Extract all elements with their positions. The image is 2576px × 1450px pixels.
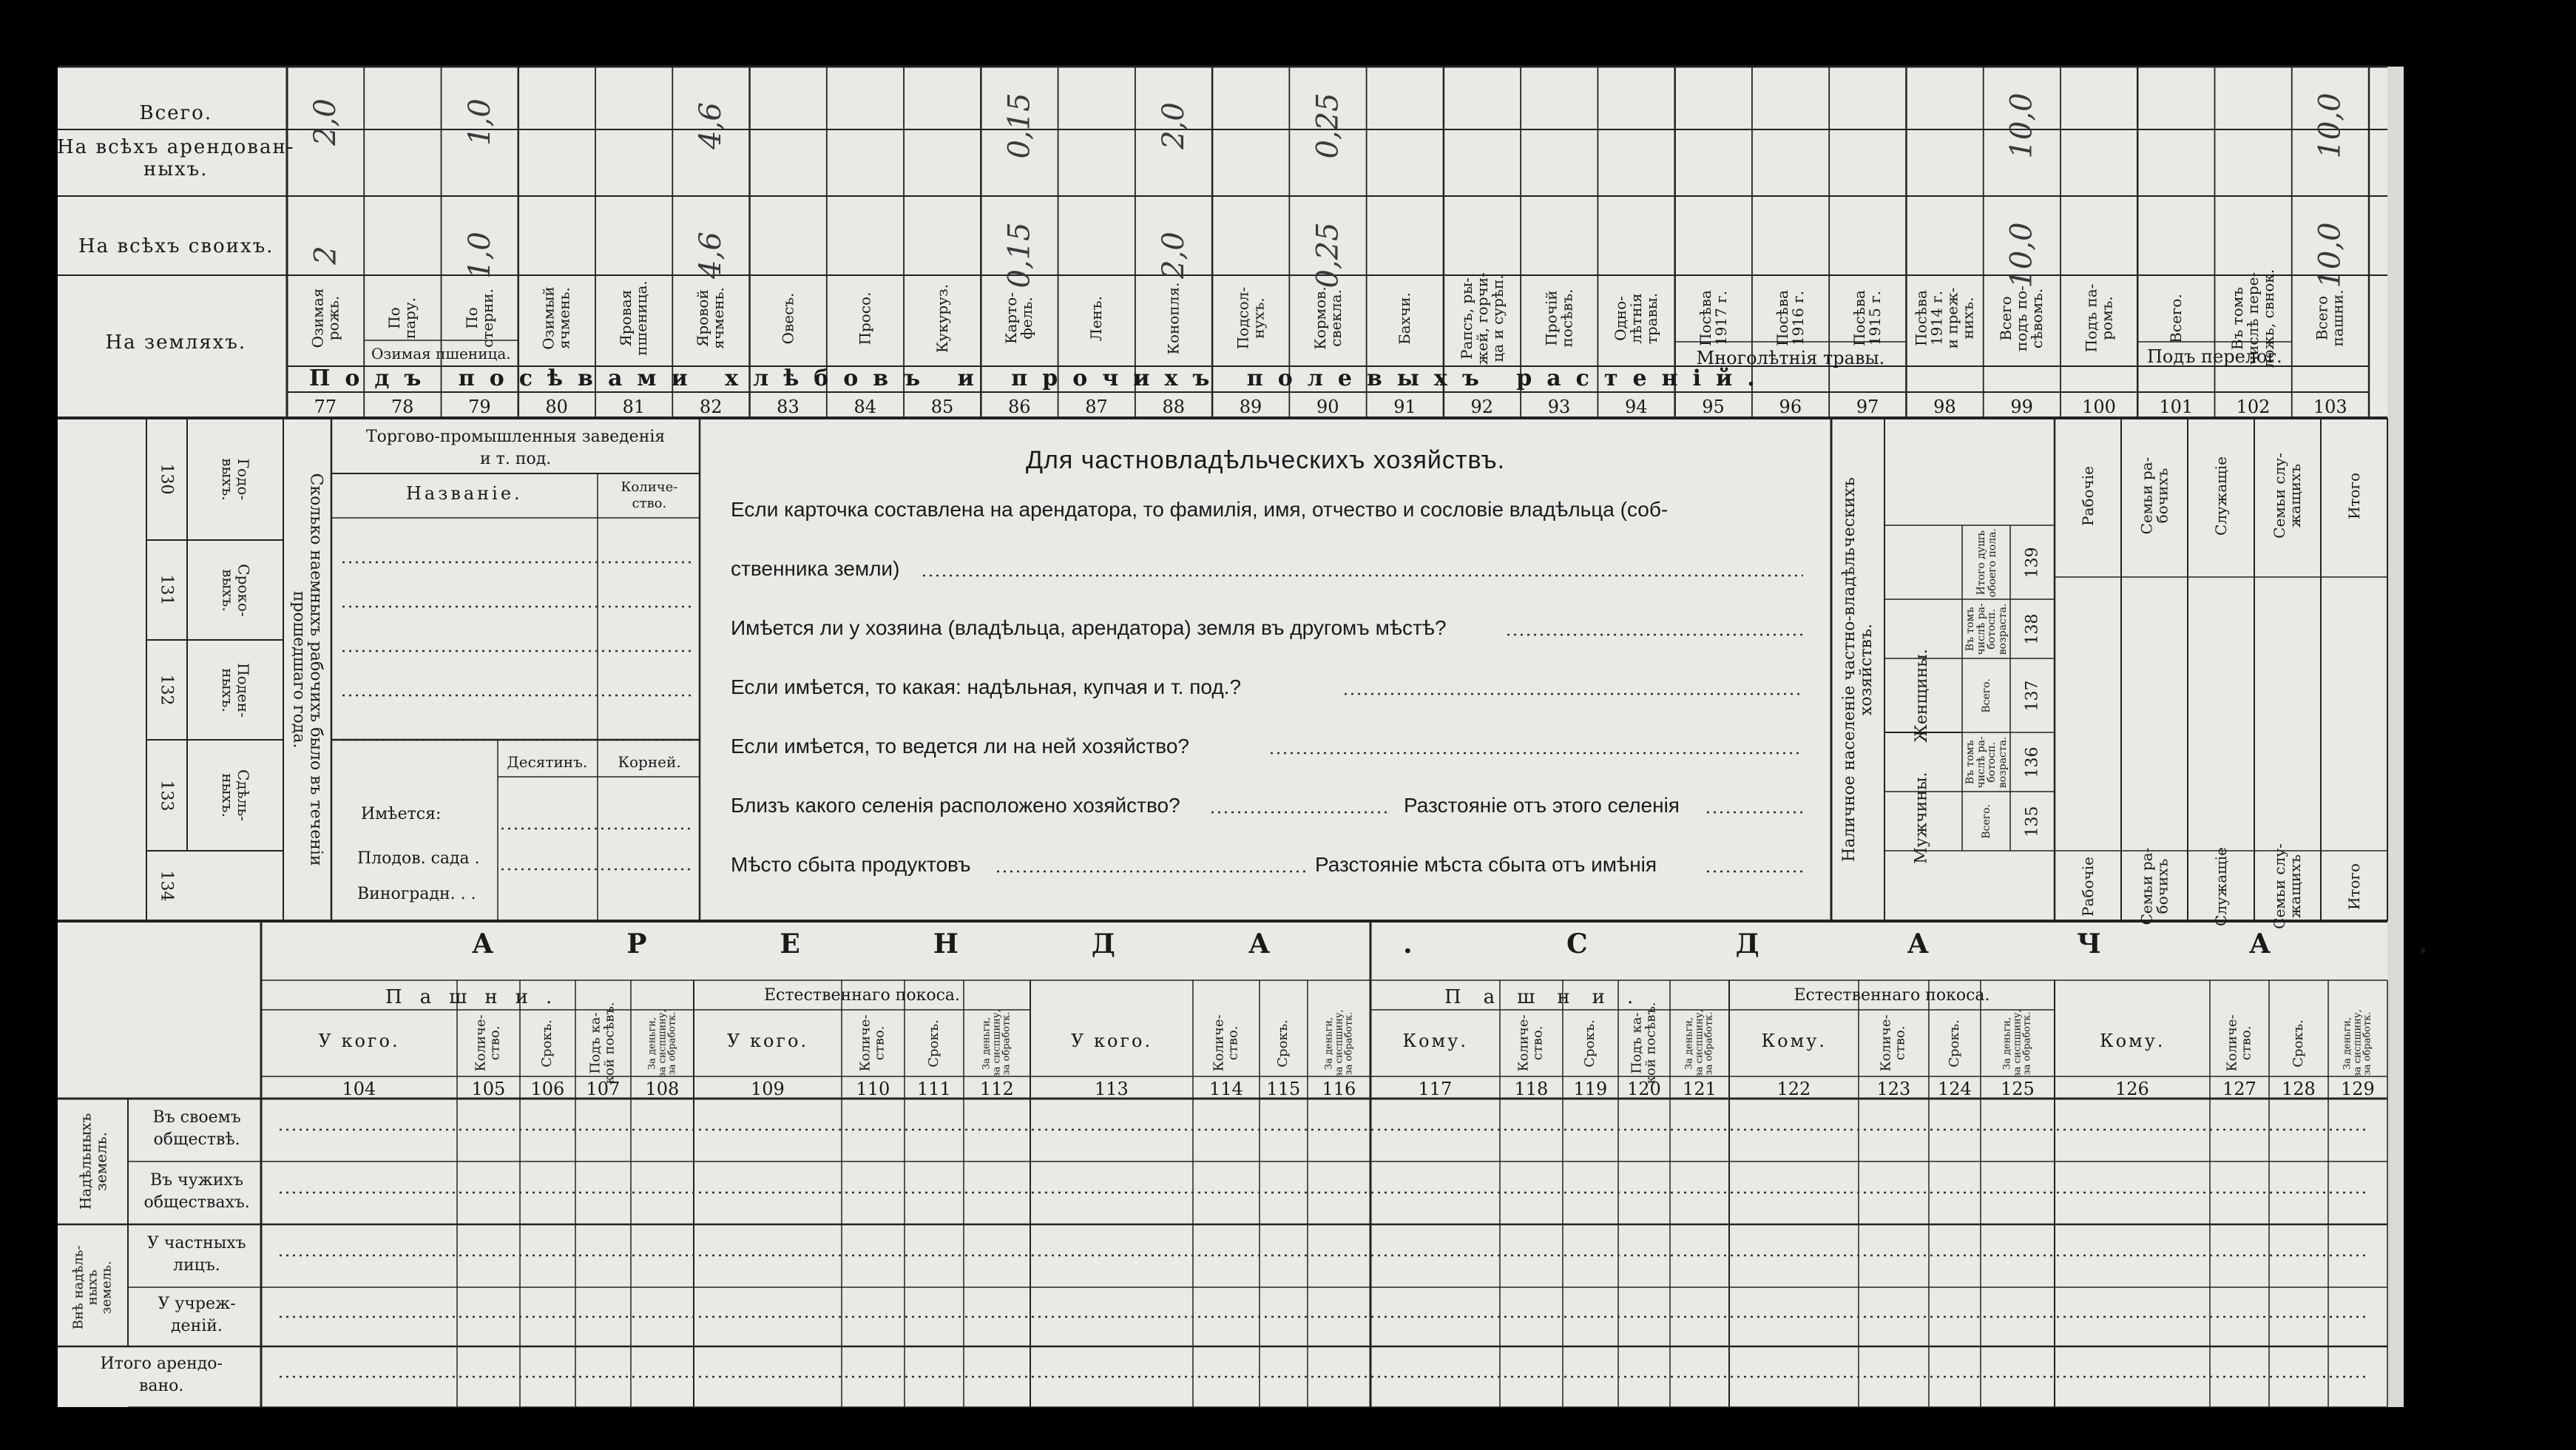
sdacha-number-123: 123 <box>1876 1079 1911 1099</box>
sdacha-qty-header: Количе- ство. <box>1515 1014 1546 1072</box>
vne-nadel-group-label: Внѣ надѣль- ныхъ земель. <box>70 1244 115 1329</box>
crop-number-102: 102 <box>2236 397 2271 417</box>
pop-label-135: Всего. <box>1980 803 1992 839</box>
population-title: Наличное населеніе частно-владѣльческихъ хозяйствъ. <box>1839 477 1876 862</box>
worker-label-132: Поден- ныхъ. <box>218 662 252 718</box>
sdacha-number-127: 127 <box>2222 1079 2256 1099</box>
crop-header-77: Озимая рожь. <box>308 288 342 348</box>
sdacha-komu-header: Кому. <box>1402 1031 1468 1051</box>
handwritten-value: 1,0 <box>462 232 497 279</box>
workers-title: Сколько наемныхъ рабочихъ было въ теченіи прошедшаго года. <box>289 473 325 866</box>
crop-number-103: 103 <box>2313 397 2347 417</box>
korney-header: Корней. <box>618 753 681 771</box>
trade-title: Торгово-промышленныя заведенія <box>366 428 666 446</box>
crop-number-88: 88 <box>1162 397 1186 417</box>
arenda-number-104: 104 <box>342 1079 376 1099</box>
sdacha-number-122: 122 <box>1777 1079 1811 1099</box>
sdacha-srok-header: Срокъ. <box>1946 1019 1962 1068</box>
staff-header-2: Служащіе <box>2211 456 2230 536</box>
worker-number-130: 130 <box>157 463 176 495</box>
crop-header-98: Посѣва 1914 г. и преж- нихъ. <box>1912 287 1977 349</box>
crop-header-83: Овесъ. <box>779 292 797 344</box>
arenda-title: АРЕНДА. <box>472 928 1546 960</box>
sdacha-number-117: 117 <box>1418 1079 1453 1099</box>
vinograd-label: Виноградн. . . <box>357 885 476 903</box>
arenda-number-114: 114 <box>1209 1079 1243 1099</box>
arenda-za_dengi-header: За деньги, за сиспшину, за обработк. <box>646 1008 678 1077</box>
sdacha-qty-header: Количе- ство. <box>1878 1014 1908 1072</box>
bottom-row-label-3: деній. <box>171 1317 223 1335</box>
worker-label-131: Сроко- выхъ. <box>219 563 253 617</box>
sdacha-number-125: 125 <box>2001 1079 2035 1099</box>
crop-header-100: Подъ па- ромъ. <box>2082 283 2116 353</box>
desyatin-header: Десятинъ. <box>507 753 588 771</box>
trade-title: и т. под. <box>480 450 552 468</box>
sdacha-title: СДАЧА. <box>1566 928 2576 960</box>
crop-header-88: Конопля. <box>1164 282 1183 354</box>
crop-header-103: Всего пашни. <box>2313 289 2347 347</box>
crop-number-80: 80 <box>545 397 568 417</box>
pop-number-136: 136 <box>2023 746 2042 778</box>
arenda-za_dengi-header: За деньги, за сиспшину, за обработк. <box>981 1008 1013 1077</box>
crop-number-78: 78 <box>391 397 414 417</box>
crop-band-title: Подъ посѣвами хлѣбовъ и прочихъ полевыхъ растеній. <box>309 365 1770 391</box>
sdacha-za_dengi-header: За деньги, за сиспшину, за обработк. <box>1683 1008 1715 1077</box>
crop-number-97: 97 <box>1856 397 1879 417</box>
staff-header-0: Рабочіе <box>2078 465 2097 526</box>
arenda-za_dengi-header: За деньги, за сиспшину, за обработк. <box>1323 1008 1355 1077</box>
nadel-group-label: Надѣльныхъ земель. <box>75 1113 109 1210</box>
bottom-row-label-0: Въ своемъ <box>152 1107 241 1127</box>
crop-header-97: Посѣва 1915 г. <box>1850 290 1884 346</box>
question-market-distance: Разстояніе мѣста сбыта отъ имѣнія <box>1315 853 1657 876</box>
crop-header-81: Яровая пшеница. <box>616 280 650 356</box>
crop-header-78: По пару. <box>385 297 419 340</box>
row-label-1: ныхъ. <box>143 158 209 181</box>
arenda-qty-header: Количе- ство. <box>857 1014 888 1072</box>
arenda-pod_kakoy-header: Подъ ка- кой посѣвъ. <box>587 1002 618 1085</box>
crop-number-81: 81 <box>622 397 646 417</box>
sdacha-pokos: Естественнаго покоса. <box>1794 986 1990 1005</box>
staff-footer-1: Семьи ра- бочихъ <box>2137 847 2171 925</box>
question-other-land: Имѣется ли у хозяина (владѣльца, арендатора) земля въ другомъ мѣстѣ? <box>731 616 1447 639</box>
arenda-number-107: 107 <box>586 1079 621 1099</box>
crop-number-99: 99 <box>2010 397 2033 417</box>
crop-number-95: 95 <box>1702 397 1725 417</box>
crop-number-93: 93 <box>1547 397 1571 417</box>
crop-number-86: 86 <box>1007 397 1031 417</box>
sdacha-number-118: 118 <box>1514 1079 1549 1099</box>
trade-qty-header: Количе- <box>621 479 678 495</box>
row-label-0: Всего. <box>139 102 213 124</box>
crop-number-101: 101 <box>2159 397 2194 417</box>
handwritten-value: 0,15 <box>1002 92 1037 159</box>
crop-number-96: 96 <box>1779 397 1802 417</box>
crop-header-82: Яровой ячмень. <box>694 287 728 349</box>
crop-number-83: 83 <box>777 397 799 417</box>
mnogoletnie-label: Многолѣтнія травы. <box>1696 348 1885 368</box>
crop-header-92: Рапсъ, ры- жей, горчи- ца и сурѣп. <box>1457 272 1507 365</box>
arenda-number-109: 109 <box>751 1079 785 1099</box>
crop-number-77: 77 <box>314 397 337 417</box>
question-village: Близъ какого селенія расположено хозяйство? <box>731 794 1180 817</box>
arenda-srok-header: Срокъ. <box>925 1019 942 1068</box>
crop-header-94: Одно- лѣтнія травы. <box>1612 292 1661 344</box>
crop-header-99: Всего подъ по- сѣвомъ. <box>1997 285 2046 351</box>
crop-number-92: 92 <box>1470 397 1494 417</box>
arenda-pokos: Естественнаго покоса. <box>764 986 961 1005</box>
question-owner-cont: ственника земли) <box>731 557 900 580</box>
bottom-row-label-3: У учреж- <box>158 1295 236 1313</box>
row-label-1: На всѣхъ арендован- <box>57 136 295 158</box>
bottom-row-label-2: У частныхъ <box>147 1233 246 1252</box>
sdacha-za_dengi-header: За деньги, за сиспшину, за обработк. <box>2001 1008 2033 1077</box>
handwritten-value: 2,0 <box>1156 102 1191 149</box>
handwritten-value: 0,15 <box>1002 222 1037 289</box>
sdacha-pod_kakoy-header: Подъ ка- кой посѣвъ. <box>1629 1002 1658 1085</box>
staff-footer-2: Служащіе <box>2211 846 2230 926</box>
question-owner: Если карточка составлена на арендатора, то фамилія, имя, отчество и сословіе владѣльца (соб- <box>731 498 1669 521</box>
sdacha-za_dengi-header: За деньги, за сиспшину, за обработк. <box>2342 1008 2373 1077</box>
sdacha-number-129: 129 <box>2341 1079 2375 1099</box>
worker-number-133: 133 <box>157 780 176 812</box>
trade-name-header: Названіе. <box>406 483 523 504</box>
pop-label-137: Всего. <box>1980 678 1992 713</box>
sdacha-pashni: Пашни. <box>1444 986 1656 1008</box>
row-label-2: На всѣхъ своихъ. <box>78 235 274 257</box>
handwritten-value: 4,6 <box>694 232 728 279</box>
staff-footer-3: Семьи слу- жащихъ <box>2270 843 2304 929</box>
pop-number-139: 139 <box>2023 547 2042 579</box>
handwritten-value: 0,25 <box>1311 92 1345 159</box>
question-distance: Разстояніе отъ этого селенія <box>1404 794 1680 817</box>
handwritten-value: 4,6 <box>694 102 728 149</box>
crop-header-93: Прочій посѣвъ. <box>1542 289 1576 348</box>
worker-number-131: 131 <box>157 574 176 606</box>
crop-number-89: 89 <box>1239 397 1262 417</box>
handwritten-value: 2,0 <box>1156 232 1191 279</box>
plodov-label: Плодов. сада . <box>357 849 480 868</box>
arenda-u_kogo-header: У кого. <box>727 1031 809 1051</box>
handwritten-value: 1,0 <box>462 98 497 146</box>
sdacha-number-126: 126 <box>2115 1079 2149 1099</box>
handwritten-value: 10,0 <box>2313 222 2347 289</box>
staff-header-4: Итого <box>2345 472 2363 519</box>
census-card <box>57 67 2576 1407</box>
question-farm-run: Если имѣется, то ведется ли на ней хозяйство? <box>731 735 1189 758</box>
arenda-number-110: 110 <box>856 1079 890 1099</box>
private-farm-title: Для частновладѣльческихъ хозяйствъ. <box>1026 446 1506 474</box>
pop-label-136: Въ томъ числѣ ра- ботосп. возраста. <box>1964 735 2009 789</box>
question-land-type: Если имѣется, то какая: надѣльная, купчая и т. под.? <box>731 675 1242 698</box>
sdacha-number-128: 128 <box>2282 1079 2316 1099</box>
imeetsya-label: Имѣется: <box>361 805 442 823</box>
crop-header-101: Всего. <box>2166 293 2185 343</box>
sdacha-number-124: 124 <box>1938 1079 1972 1099</box>
crop-number-84: 84 <box>853 397 876 417</box>
arenda-qty-header: Количе- ство. <box>473 1014 503 1072</box>
arenda-number-111: 111 <box>917 1079 951 1099</box>
pop-number-137: 137 <box>2023 680 2042 712</box>
crop-number-91: 91 <box>1393 397 1416 417</box>
crop-number-100: 100 <box>2082 397 2116 417</box>
staff-footer-0: Рабочіе <box>2078 856 2097 917</box>
crop-header-86: Карто- фель. <box>1002 291 1036 345</box>
crop-header-96: Посѣва 1916 г. <box>1774 290 1808 346</box>
arenda-number-116: 116 <box>1322 1079 1356 1099</box>
pop-number-135: 135 <box>2023 806 2042 837</box>
arenda-number-108: 108 <box>645 1079 680 1099</box>
crop-header-91: Бахчи. <box>1396 291 1414 345</box>
crop-number-98: 98 <box>1933 397 1956 417</box>
pop-number-138: 138 <box>2023 613 2042 645</box>
sdacha-srok-header: Срокъ. <box>2290 1019 2306 1068</box>
staff-header-3: Семьи слу- жащихъ <box>2270 453 2304 539</box>
bottom-row-label-1: обществахъ. <box>143 1193 250 1212</box>
crop-header-80: Озимый ячмень. <box>540 286 574 350</box>
crop-header-85: Кукуруз. <box>933 283 951 353</box>
arenda-u_kogo-header: У кого. <box>1071 1031 1153 1051</box>
trade-qty-header: ство. <box>632 496 667 511</box>
worker-label-133: Сдѣль- ныхъ. <box>219 769 253 822</box>
question-market: Мѣсто сбыта продуктовъ <box>731 853 971 876</box>
crop-number-90: 90 <box>1316 397 1339 417</box>
arenda-qty-header: Количе- ство. <box>1211 1014 1240 1072</box>
worker-number-132: 132 <box>157 674 176 706</box>
sdacha-number-119: 119 <box>1573 1079 1608 1099</box>
arenda-number-112: 112 <box>980 1079 1014 1099</box>
handwritten-value: 10,0 <box>2313 92 2347 159</box>
arenda-u_kogo-header: У кого. <box>318 1031 400 1051</box>
arenda-pashni: Пашни. <box>385 986 570 1008</box>
sdacha-number-120: 120 <box>1627 1079 1661 1099</box>
bottom-row-label-1: Въ чужихъ <box>150 1170 243 1190</box>
arenda-number-115: 115 <box>1266 1079 1301 1099</box>
bottom-row-label-4: вано. <box>139 1377 184 1395</box>
ozimaya-pshenitsa-label: Озимая пшеница. <box>371 345 511 362</box>
row-label-3: На земляхъ. <box>105 331 247 354</box>
bottom-row-label-0: обществѣ. <box>153 1130 240 1149</box>
staff-footer-4: Итого <box>2345 863 2363 910</box>
crop-number-82: 82 <box>699 397 723 417</box>
handwritten-value: 10,0 <box>2004 92 2039 159</box>
crop-header-95: Посѣва 1917 г. <box>1696 290 1730 346</box>
sdacha-srok-header: Срокъ. <box>1581 1019 1598 1068</box>
staff-header-1: Семьи ра- бочихъ <box>2137 456 2171 535</box>
arenda-srok-header: Срокъ. <box>1274 1019 1291 1068</box>
pod-perelog-label: Подъ перелог. <box>2146 346 2282 367</box>
muzhchiny-label: Мужчины. <box>1912 772 1931 864</box>
sdacha-komu-header: Кому. <box>2100 1031 2166 1051</box>
bottom-row-label-4: Итого арендо- <box>100 1355 223 1373</box>
handwritten-value: 10,0 <box>2004 222 2039 289</box>
handwritten-value: 2,0 <box>308 98 342 146</box>
crop-header-87: Ленъ. <box>1087 295 1106 341</box>
arenda-number-106: 106 <box>530 1079 565 1099</box>
sdacha-number-121: 121 <box>1683 1079 1717 1099</box>
crop-header-79: По стерни. <box>462 289 496 348</box>
crop-header-90: Кормов. свекла. <box>1311 286 1345 350</box>
arenda-number-113: 113 <box>1095 1079 1129 1099</box>
crop-header-84: Просо. <box>856 291 874 345</box>
bottom-row-label-2: лицъ. <box>173 1255 220 1275</box>
crop-number-85: 85 <box>930 397 954 417</box>
worker-number-134: 134 <box>157 870 176 902</box>
pop-label-138: Въ томъ числѣ ра- ботосп. возраста. <box>1964 602 2009 655</box>
crop-number-79: 79 <box>468 397 491 417</box>
arenda-srok-header: Срокъ. <box>538 1019 555 1068</box>
crop-number-94: 94 <box>1625 397 1648 417</box>
arenda-number-105: 105 <box>471 1079 506 1099</box>
sdacha-qty-header: Количе- ство. <box>2224 1014 2254 1072</box>
handwritten-value: 0,25 <box>1311 222 1345 289</box>
crop-header-102: Въ томъ числѣ пере- ложь, свнок. <box>2228 269 2278 368</box>
sdacha-komu-header: Кому. <box>1761 1031 1827 1051</box>
crop-number-87: 87 <box>1085 397 1108 417</box>
crop-header-89: Подсол- нухъ. <box>1233 286 1267 350</box>
handwritten-value: 2 <box>308 246 343 265</box>
worker-label-130: Годо- выхъ. <box>218 457 252 501</box>
pop-label-139: Итого душъ обоего пола. <box>1975 527 1998 597</box>
zhenshchiny-label: Женщины. <box>1912 648 1931 743</box>
